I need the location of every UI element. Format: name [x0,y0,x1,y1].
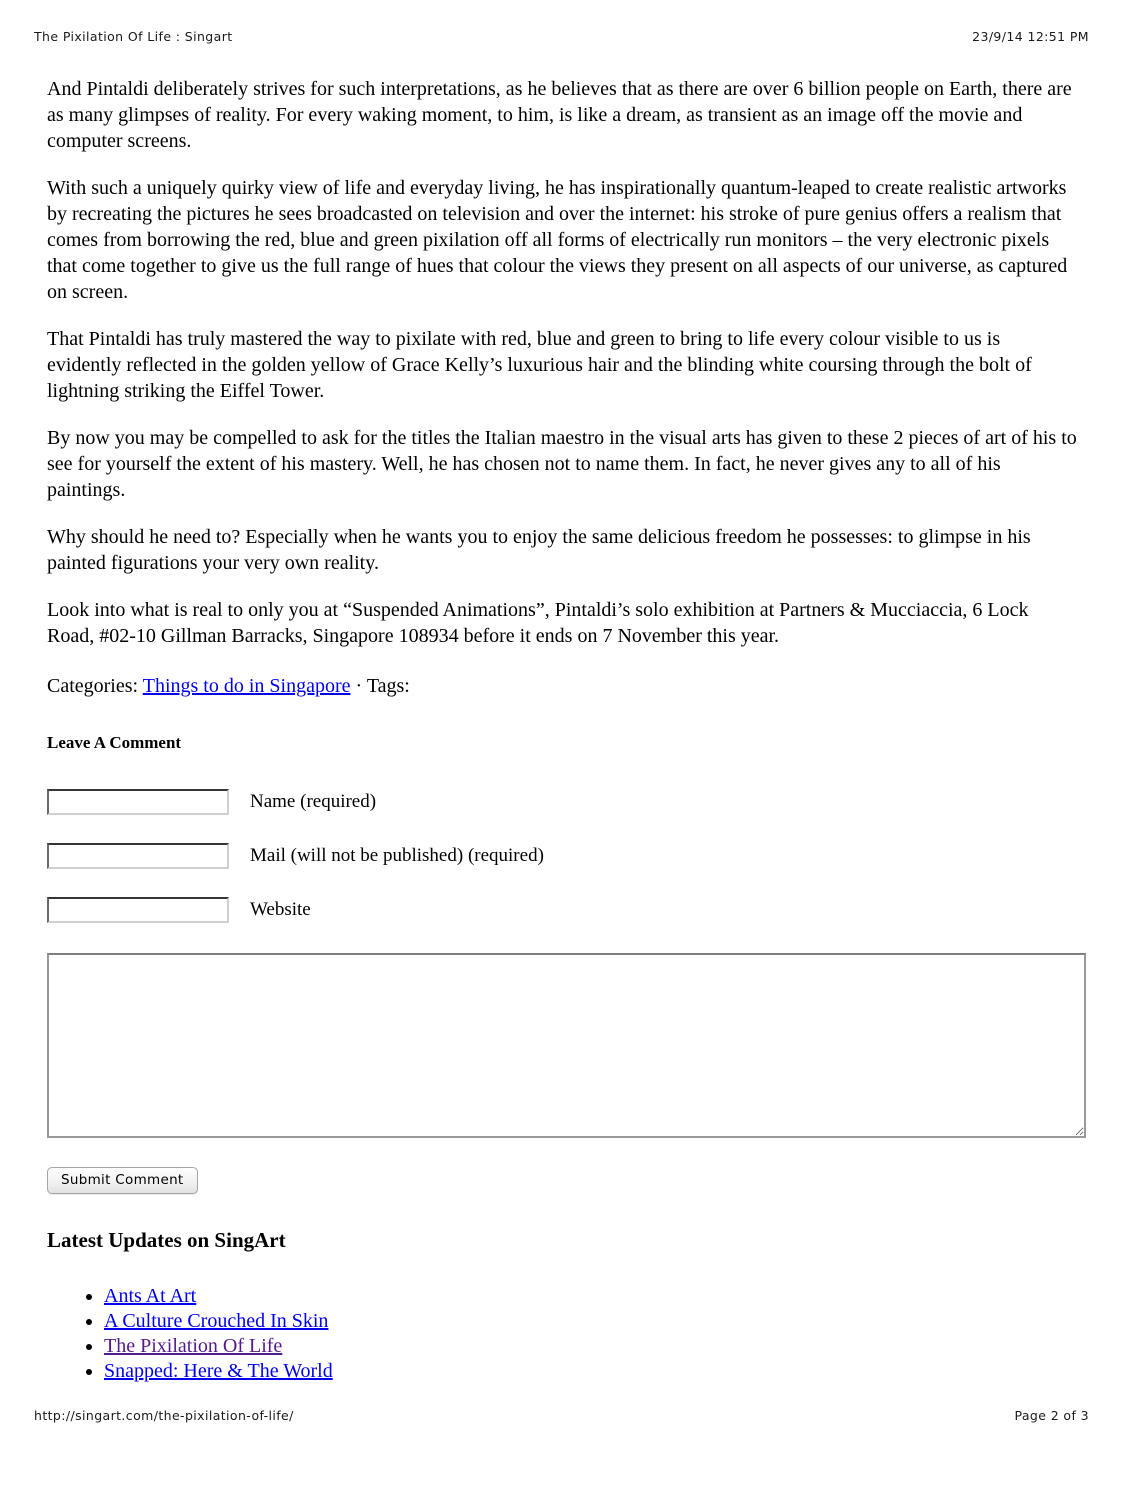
page-title: The Pixilation Of Life : Singart [34,29,233,44]
latest-updates-list [47,1284,1078,1384]
page-number: Page 2 of 3 [1014,1408,1089,1423]
latest-updates-heading: Latest Updates on SingArt [47,1228,286,1252]
print-header [34,29,1089,44]
category-link-things-to-do[interactable]: Things to do in Singapore [142,675,351,697]
comment-textarea[interactable] [47,953,1086,1138]
print-footer [34,1408,1089,1423]
name-field-row [47,789,1078,815]
leave-a-comment-heading: Leave A Comment [47,733,182,752]
mail-label: Mail (will not be published) (required) [250,845,544,866]
article-paragraph: Why should he need to? Especially when he wants you to enjoy the same delicious freedom he possesses: to glimpse in his painted figurations your very own reality. [47,526,1031,574]
separator-dot: · [355,675,363,697]
mail-input[interactable] [47,843,229,869]
name-label: Name (required) [250,791,377,812]
update-link-ants-at-art[interactable]: Ants At Art [104,1285,197,1307]
print-timestamp: 23/9/14 12:51 PM [972,29,1089,44]
tags-label: Tags: [366,675,410,697]
name-input[interactable] [47,789,229,815]
article-paragraph: By now you may be compelled to ask for the titles the Italian maestro in the visual arts has given to these 2 pieces of art of his to see for yourself the extent of his mastery. Well, he has chosen not to name them. In fact, he never gives any to all of his paintings. [47,427,1077,501]
update-link-snapped-here-and-the-world[interactable]: Snapped: Here & The World [104,1360,333,1382]
website-input[interactable] [47,897,229,923]
update-link-the-pixilation-of-life[interactable]: The Pixilation Of Life [104,1335,283,1357]
website-field-row [47,897,1078,923]
categories-line [47,673,1078,699]
website-label: Website [250,899,311,920]
mail-field-row [47,843,1078,869]
categories-label: Categories: [47,675,139,697]
footer-url: http://singart.com/the-pixilation-of-life/ [34,1408,294,1423]
article-paragraph: Look into what is real to only you at “Suspended Animations”, Pintaldi’s solo exhibition at Partners & Mucciaccia, 6 Lock Road, #02-10 Gillman Barracks, Singapore 108934 before it ends on 7 November this year. [47,599,1029,647]
update-link-a-culture-crouched-in-skin[interactable]: A Culture Crouched In Skin [104,1310,329,1332]
list-item [104,1359,1078,1384]
article-content [47,76,1078,1384]
submit-comment-button[interactable]: Submit Comment [47,1167,198,1194]
list-item [104,1309,1078,1334]
article-paragraph: And Pintaldi deliberately strives for such interpretations, as he believes that as there are over 6 billion people on Earth, there are as many glimpses of reality. For every waking moment, to him, is like a dream, as transient as an image off the movie and computer screens. [47,78,1072,152]
article-paragraph: With such a uniquely quirky view of life and everyday living, he has inspirationally quantum-leaped to create realistic artworks by recreating the pictures he sees broadcasted on television and over the internet: his stroke of pure genius offers a realism that comes from borrowing the red, blue and green pixilation off all forms of electrically run monitors – the very electronic pixels that come together to give us the full range of hues that colour the views they present on all aspects of our universe, as captured on screen. [47,177,1068,303]
list-item [104,1334,1078,1359]
list-item [104,1284,1078,1309]
article-paragraph: That Pintaldi has truly mastered the way to pixilate with red, blue and green to bring to life every colour visible to us is evidently reflected in the golden yellow of Grace Kelly’s luxurious hair and the blinding white coursing through the bolt of lightning striking the Eiffel Tower. [47,328,1032,402]
